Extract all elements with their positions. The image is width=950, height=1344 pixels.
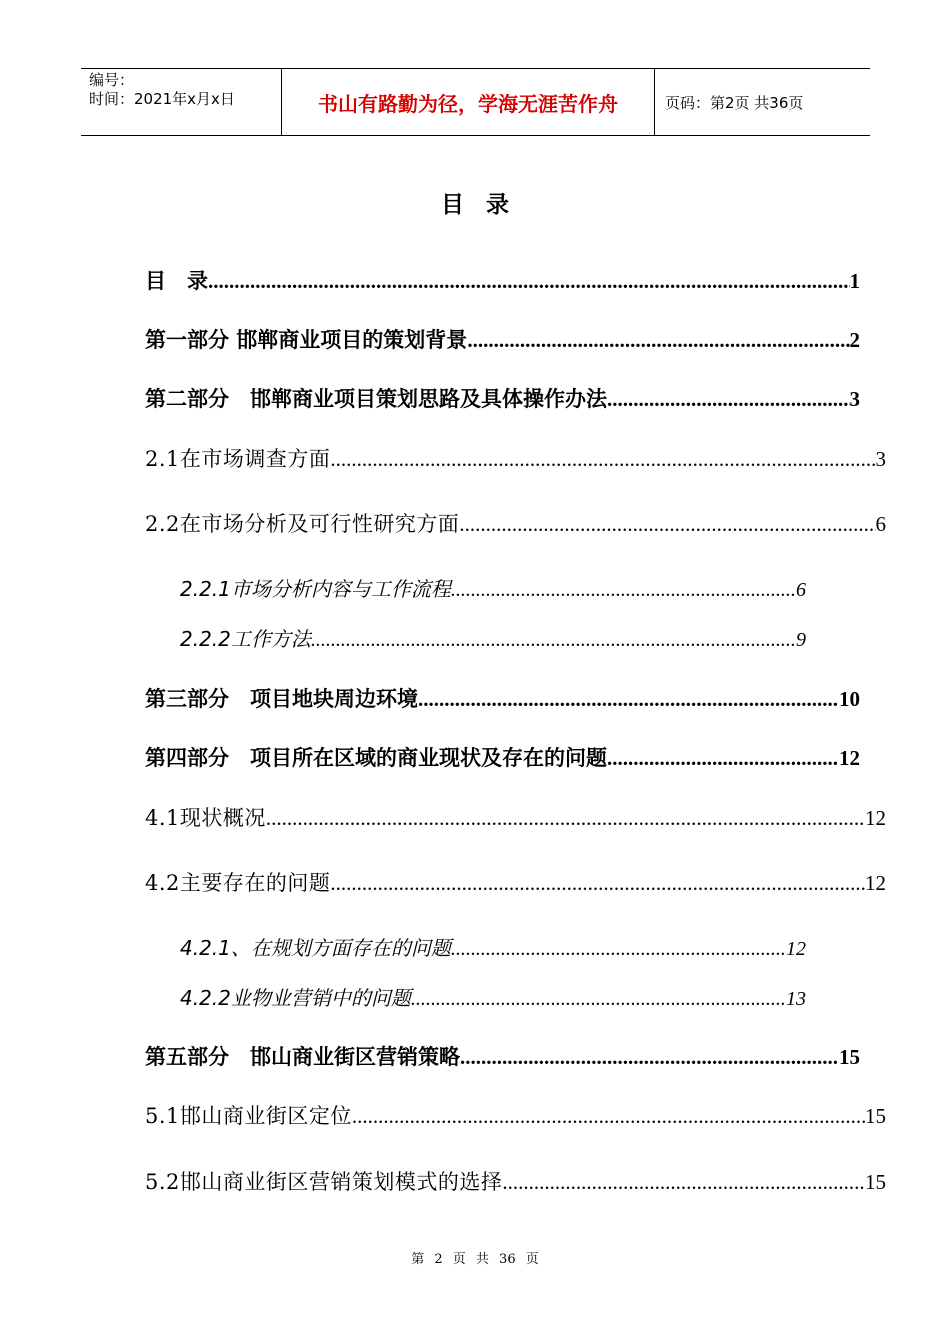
- toc-entry-page: 12: [839, 746, 860, 770]
- toc-dot-leader: [451, 579, 796, 602]
- toc-entry[interactable]: [145, 383, 860, 413]
- toc-entry-page: 12: [786, 938, 806, 960]
- toc-dot-leader: [311, 629, 796, 652]
- toc-entry-title: 2.2在市场分析及可行性研究方面: [145, 512, 460, 536]
- document-number-label: 编号：: [89, 71, 135, 89]
- toc-entry[interactable]: [145, 324, 860, 354]
- toc-entry-title: 第三部分 项目地块周边环境: [145, 687, 418, 711]
- toc-entry-title: 5.1邯山商业街区定位: [145, 1104, 352, 1128]
- toc-entry[interactable]: [145, 1041, 860, 1071]
- toc-entry-page: 12: [865, 806, 886, 830]
- toc-dot-leader: [208, 269, 850, 294]
- toc-entry-title: 目 录: [145, 269, 208, 293]
- toc-entry[interactable]: [145, 265, 860, 295]
- document-date-label: 时间：2021年x月x日: [89, 90, 235, 108]
- toc-dot-leader: [459, 512, 875, 537]
- toc-entry-page: 1: [849, 269, 860, 293]
- toc-entry-page: 12: [865, 871, 886, 895]
- toc-entry-page: 15: [839, 1045, 860, 1069]
- toc-entry[interactable]: [145, 867, 886, 897]
- page-footer: 第 2 页 共 36 页: [411, 1252, 539, 1267]
- toc-entry-title: 2.2.2工作方法: [180, 627, 311, 651]
- toc-entry[interactable]: [145, 443, 886, 473]
- toc-dot-leader: [266, 806, 865, 831]
- toc-entry-page: 9: [796, 629, 806, 651]
- toc-dot-leader: [451, 938, 786, 961]
- toc-entry[interactable]: [145, 802, 886, 832]
- toc-dot-leader: [330, 871, 865, 896]
- toc-entry[interactable]: [145, 683, 860, 713]
- toc-entry-title: 4.1现状概况: [145, 806, 266, 830]
- toc-entry-title: 5.2邯山商业街区营销策划模式的选择: [145, 1170, 503, 1194]
- toc-entry-title: 第五部分 邯山商业街区营销策略: [145, 1045, 460, 1069]
- header-page-info: 页码：第2页 共36页: [665, 93, 804, 112]
- toc-entry-title: 4.2.1、在规划方面存在的问题: [180, 936, 451, 960]
- toc-dot-leader: [411, 988, 786, 1011]
- toc-entry[interactable]: [145, 1100, 886, 1130]
- toc-entry-page: 6: [875, 512, 886, 536]
- toc-dot-leader: [607, 387, 850, 412]
- toc-dot-leader: [607, 746, 839, 771]
- toc-dot-leader: [502, 1170, 865, 1195]
- toc-entry[interactable]: [180, 623, 806, 652]
- toc-entry[interactable]: [180, 932, 806, 961]
- toc-entry-page: 15: [865, 1170, 886, 1194]
- toc-entry-title: 4.2.2业物业营销中的问题: [180, 986, 411, 1010]
- toc-entry-page: 6: [796, 579, 806, 601]
- toc-entry[interactable]: [180, 982, 806, 1011]
- toc-entry-title: 第一部分 邯郸商业项目的策划背景: [145, 328, 468, 352]
- toc-entry-title: 4.2主要存在的问题: [145, 871, 331, 895]
- toc-title: 目录: [441, 192, 531, 218]
- header-motto: 书山有路勤为径，学海无涯苦作舟: [318, 91, 618, 116]
- toc-entry-title: 第二部分 邯郸商业项目策划思路及具体操作办法: [145, 387, 607, 411]
- toc-entry-page: 3: [875, 447, 886, 471]
- toc-dot-leader: [418, 687, 839, 712]
- toc-entry[interactable]: [145, 1166, 886, 1196]
- toc-entry[interactable]: [180, 573, 806, 602]
- toc-entry[interactable]: [145, 508, 886, 538]
- toc-entry-title: 2.2.1市场分析内容与工作流程: [180, 577, 451, 601]
- toc-dot-leader: [467, 328, 849, 353]
- toc-entry[interactable]: [145, 742, 860, 772]
- toc-dot-leader: [330, 447, 875, 472]
- toc-entry-page: 10: [839, 687, 860, 711]
- toc-entry-page: 3: [849, 387, 860, 411]
- toc-entry-title: 2.1在市场调查方面: [145, 447, 331, 471]
- toc-dot-leader: [460, 1045, 839, 1070]
- toc-entry-title: 第四部分 项目所在区域的商业现状及存在的问题: [145, 746, 607, 770]
- toc-entry-page: 15: [865, 1104, 886, 1128]
- toc-entry-page: 2: [849, 328, 860, 352]
- toc-entry-page: 13: [786, 988, 806, 1010]
- toc-dot-leader: [352, 1104, 865, 1129]
